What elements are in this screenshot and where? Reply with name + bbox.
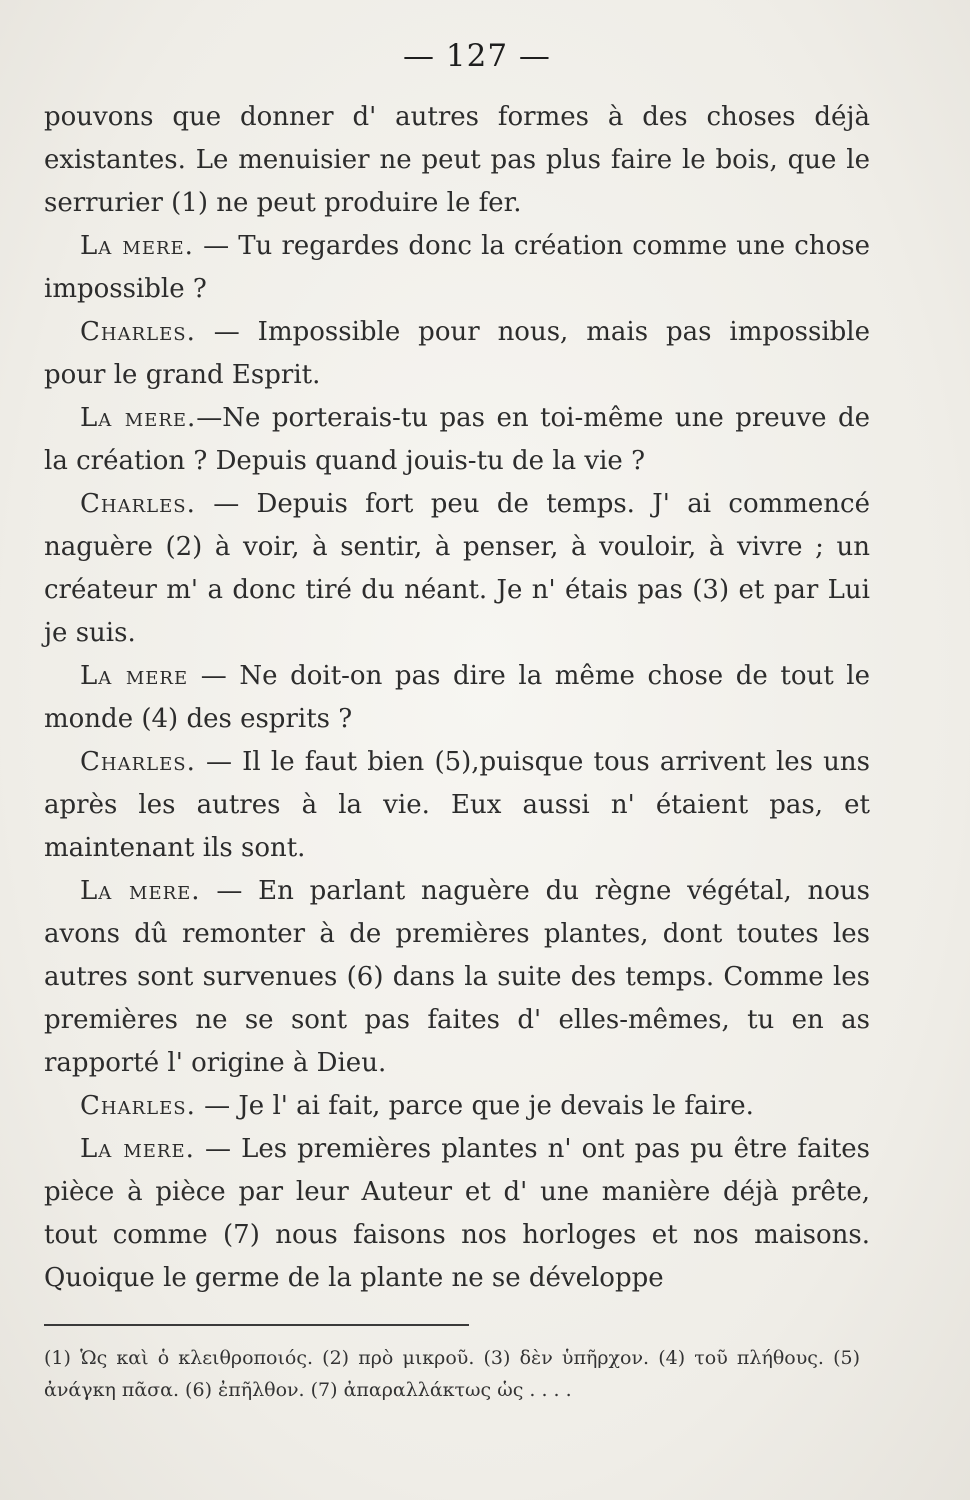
paragraph-8 [44,870,870,1085]
speaker-name: La mere. [80,876,201,906]
speaker-name: Charles. [80,747,196,777]
paragraph-text: — Il le faut bien (5),puisque tous arrivent les uns après les autres à la vie. Eux aussi n' étaient pas, et maintenant ils sont. [44,747,870,863]
paragraph-text: — Tu regardes donc la création comme une chose impossible ? [44,231,870,304]
footnotes: (1) Ὡς καὶ ὁ κλειθροποιός. (2) πρὸ μικροῦ. (3) δὲν ὑπῆρχον. (4) τοῦ πλήθους. (5) ἀνάγκη πᾶσα. (6) ἐπῆλθον. (7) ἀπαραλλάκτως ὡς . . . . [44,1347,860,1401]
paragraph-1 [44,96,870,225]
speaker-name: La mere. [80,1134,195,1164]
paragraph-text: — Ne doit-on pas dire la même chose de tout le monde (4) des esprits ? [44,661,871,734]
speaker-name: La mere. [80,403,197,433]
paragraph-9 [44,1085,870,1128]
paragraph-text: — Impossible pour nous, mais pas impossible pour le grand Esprit. [44,317,870,390]
body-text [44,96,870,1300]
speaker-name: Charles. [80,489,196,519]
paragraph-text: — Je l' ai fait, parce que je devais le faire. [195,1091,754,1121]
paragraph-text: pouvons que donner d' autres formes à des choses déjà existantes. Le menuisier ne peut pas plus faire le bois, que le serrurier (1) ne peut produire le fer. [44,102,870,218]
footnote-divider [44,1324,469,1326]
paragraph-text: — Depuis fort peu de temps. J' ai commencé naguère (2) à voir, à sentir, à penser, à vouloir, à vivre ; un créateur m' a donc tiré du néant. Je n' étais pas (3) et par Lui je suis. [44,489,870,648]
paragraph-10 [44,1128,870,1300]
paragraph-3 [44,311,870,397]
paragraph-2 [44,225,870,311]
speaker-name: Charles. [80,317,196,347]
paragraph-text: — En parlant naguère du règne végétal, nous avons dû remonter à de premières plantes, dont toutes les autres sont survenues (6) dans la suite des temps. Comme les premières ne se sont pas faites d' elles-mêmes, tu en as rapporté l' origine à Dieu. [44,876,870,1078]
speaker-name: La mere [80,661,189,691]
speaker-name: Charles. [80,1091,196,1121]
speaker-name: La mere. [80,231,194,261]
paragraph-6 [44,655,870,741]
paragraph-7 [44,741,870,870]
paragraph-text: —Ne porterais-tu pas en toi-même une preuve de la création ? Depuis quand jouis-tu de la vie ? [44,403,870,476]
paragraph-text: — Les premières plantes n' ont pas pu être faites pièce à pièce par leur Auteur et d' une manière déjà prête, tout comme (7) nous faisons nos horloges et nos maisons. Quoique le germe de la plante ne se développe [44,1134,870,1293]
page-number: — 127 — [403,38,551,74]
paragraph-5 [44,483,870,655]
paragraph-4 [44,397,870,483]
